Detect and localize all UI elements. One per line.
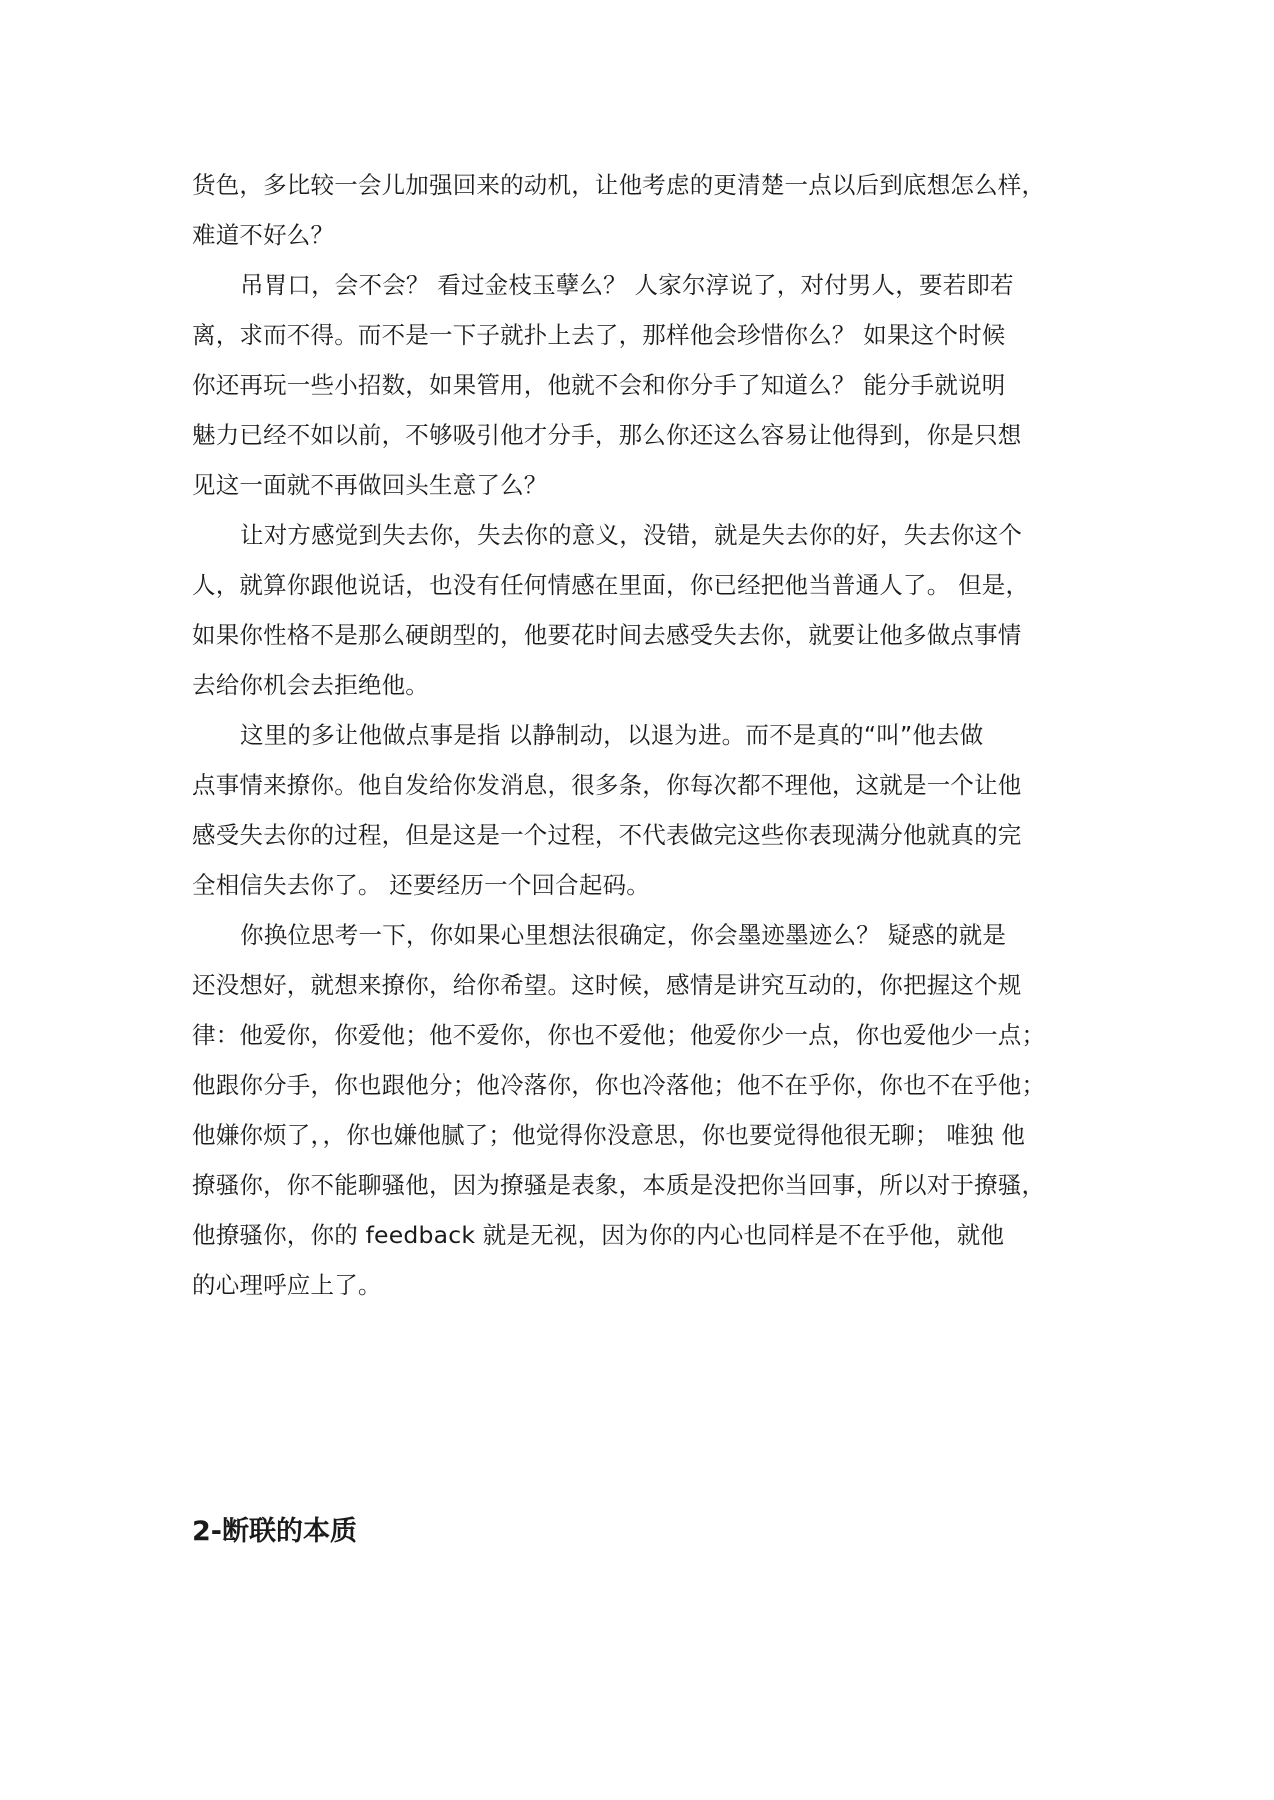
- paragraph-line: 你还再玩一些小招数，如果管用，他就不会和你分手了知道么？ 能分手就说明: [192, 371, 1006, 399]
- paragraph-line: 点事情来撩你。他自发给你发消息，很多条，你每次都不理他，这就是一个让他: [192, 771, 1022, 799]
- paragraph-line: 他嫌你烦了，，你也嫌他腻了；他觉得你没意思，你也要觉得他很无聊； 唯独 他: [192, 1121, 1026, 1149]
- section-heading: 2-断联的本质: [192, 1516, 357, 1547]
- paragraph-line: 去给你机会去拒绝他。: [192, 671, 429, 699]
- paragraph-line: 他撩骚你，你的 feedback 就是无视，因为你的内心也同样是不在乎他，就他: [192, 1221, 1005, 1249]
- paragraph-line: 难道不好么？: [192, 221, 335, 249]
- body-text: [192, 160, 1080, 1310]
- paragraph-line: 离，求而不得。而不是一下子就扑上去了，那样他会珍惜你么？ 如果这个时候: [192, 321, 1006, 349]
- paragraph-line: 让对方感觉到失去你，失去你的意义，没错，就是失去你的好，失去你这个: [240, 521, 1023, 549]
- paragraph-line: 货色，多比较一会儿加强回来的动机，让他考虑的更清楚一点以后到底想怎么样，: [192, 171, 1046, 199]
- paragraph-line: 这里的多让他做点事是指 以静制动，以退为进。而不是真的“叫”他去做: [240, 721, 984, 749]
- paragraph-line: 人，就算你跟他说话，也没有任何情感在里面，你已经把他当普通人了。 但是，: [192, 571, 1030, 599]
- paragraph-line: 魅力已经不如以前，不够吸引他才分手，那么你还这么容易让他得到，你是只想: [192, 421, 1022, 449]
- paragraph-line: 撩骚你，你不能聊骚他，因为撩骚是表象，本质是没把你当回事，所以对于撩骚，: [192, 1171, 1046, 1199]
- paragraph-line: 见这一面就不再做回头生意了么？: [192, 471, 548, 499]
- paragraph-line: 还没想好，就想来撩你，给你希望。这时候，感情是讲究互动的，你把握这个规: [192, 971, 1022, 999]
- paragraph-line: 你换位思考一下，你如果心里想法很确定，你会墨迹墨迹么？ 疑惑的就是: [240, 921, 1007, 949]
- paragraph-line: 如果你性格不是那么硬朗型的，他要花时间去感受失去你，就要让他多做点事情: [192, 621, 1022, 649]
- paragraph-line: 感受失去你的过程，但是这是一个过程，不代表做完这些你表现满分他就真的完: [192, 821, 1022, 849]
- paragraph-line: 吊胃口，会不会？ 看过金枝玉孽么？ 人家尔淳说了，对付男人，要若即若: [240, 271, 1014, 299]
- paragraph-line: 律：他爱你，你爱他；他不爱你，你也不爱他；他爱你少一点，你也爱他少一点；: [192, 1021, 1046, 1049]
- paragraph-line: 的心理呼应上了。: [192, 1271, 382, 1299]
- paragraph-line: 全相信失去你了。 还要经历一个回合起码。: [192, 871, 650, 899]
- paragraph-line: 他跟你分手，你也跟他分；他冷落你，你也冷落他；他不在乎你，你也不在乎他；: [192, 1071, 1046, 1099]
